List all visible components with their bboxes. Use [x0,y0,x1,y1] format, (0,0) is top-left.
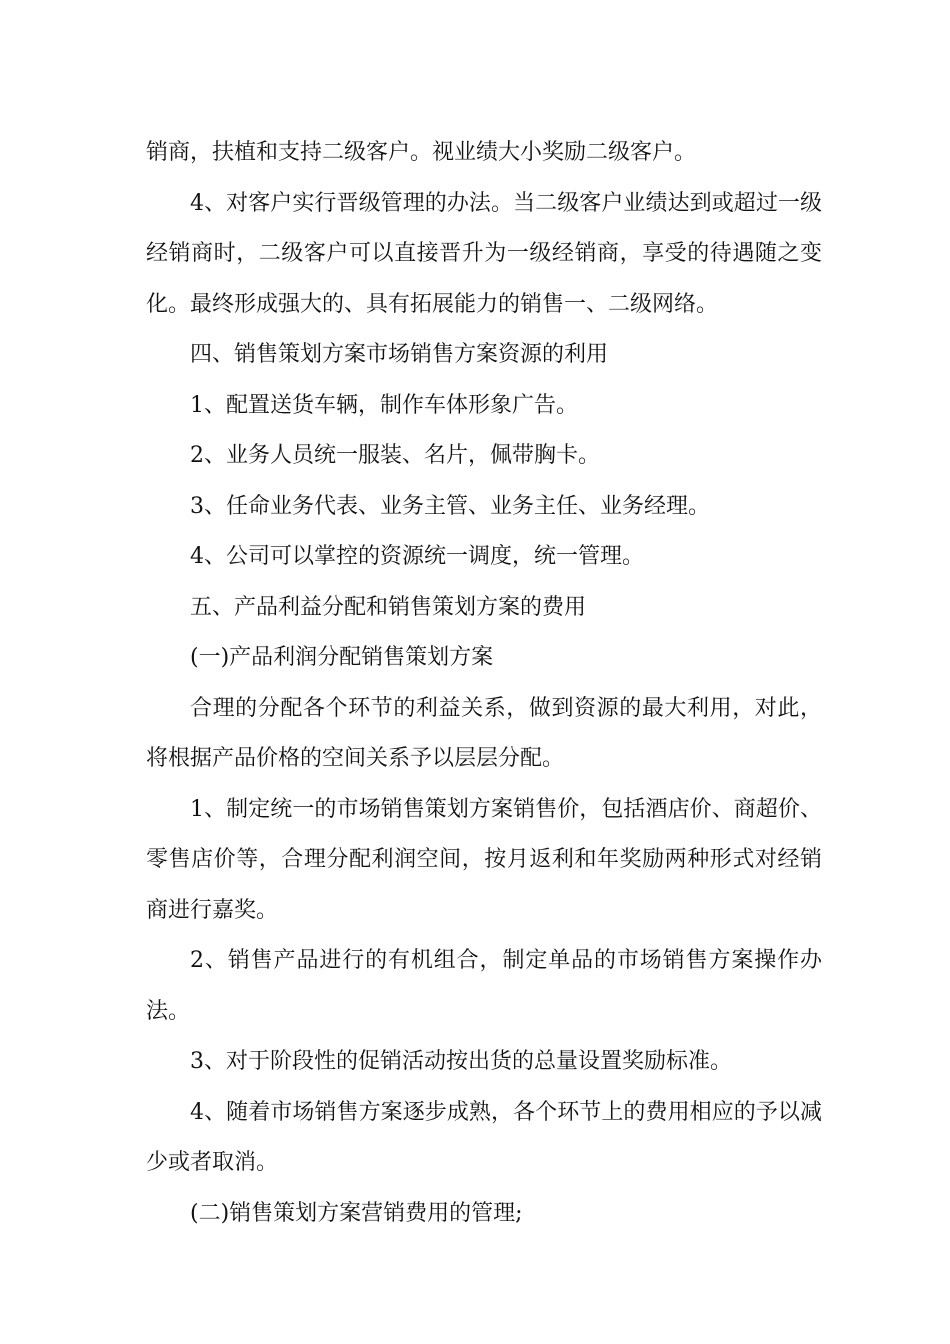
paragraph-item-1-vehicles: 1、配置送货车辆，制作车体形象广告。 [190,392,578,418]
paragraph-allocation-intro: 合理的分配各个环节的利益关系，做到资源的最大利用，对此，将根据产品价格的空间关系予以层层分配。 [146,695,822,771]
paragraph-item-2-product-mix: 2、销售产品进行的有机组合，制定单品的市场销售方案操作办法。 [146,948,822,1024]
document-body [146,128,822,1239]
section-heading-4: 四、销售策划方案市场销售方案资源的利用 [190,342,609,367]
paragraph-continued: 销商，扶植和支持二级客户。视业绩大小奖励二级客户。 [146,140,697,165]
subsection-heading-1: (一)产品利润分配销售策划方案 [190,645,494,670]
paragraph-item-1-pricing: 1、制定统一的市场销售策划方案销售价，包括酒店价、商超价、零售店价等，合理分配利润空间，按月返利和年奖励两种形式对经销商进行嘉奖。 [146,796,822,923]
section-heading-5: 五、产品利益分配和销售策划方案的费用 [190,594,587,620]
paragraph-item-2-uniforms: 2、业务人员统一服装、名片，佩带胸卡。 [190,443,600,468]
paragraph-item-3-promotion-rewards: 3、对于阶段性的促销活动按出货的总量设置奖励标准。 [190,1049,732,1074]
paragraph-item-4-promotion: 4、对客户实行晋级管理的办法。当二级客户业绩达到或超过一级经销商时，二级客户可以直接晋升为一级经销商，享受的待遇随之变化。最终形成强大的、具有拓展能力的销售一、二级网络。 [146,190,822,317]
paragraph-item-4-resources: 4、公司可以掌控的资源统一调度，统一管理。 [190,544,644,569]
subsection-heading-2: (二)销售策划方案营销费用的管理; [190,1200,523,1226]
paragraph-item-3-appointments: 3、任命业务代表、业务主管、业务主任、业务经理。 [190,493,710,519]
paragraph-item-4-cost-reduction: 4、随着市场销售方案逐步成熟，各个环节上的费用相应的予以减少或者取消。 [146,1099,822,1175]
